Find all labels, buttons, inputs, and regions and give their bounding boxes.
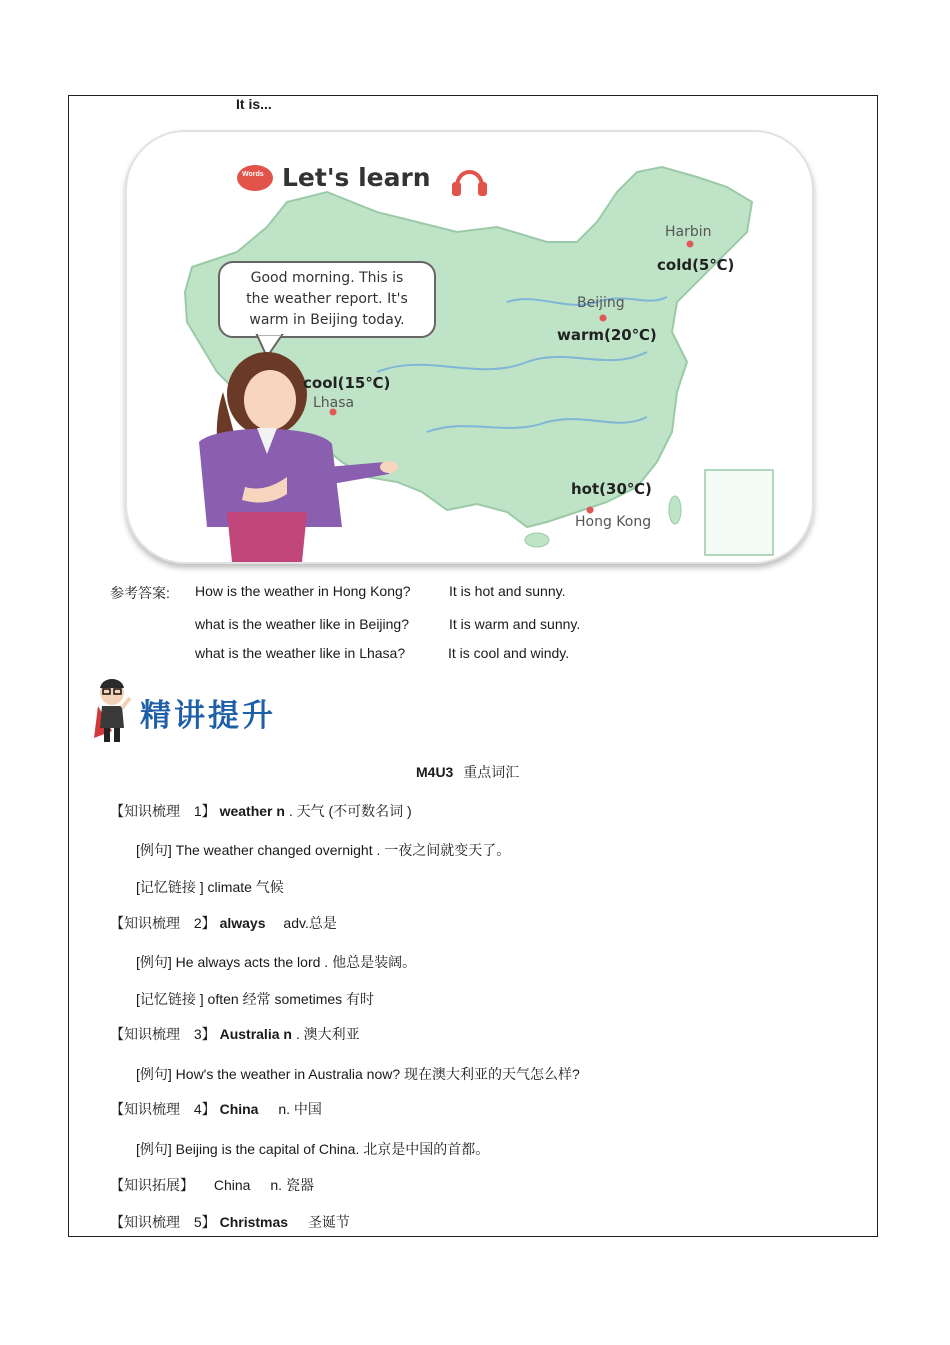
knowledge-item [110, 1212, 350, 1232]
item-meaning: . 澳大利亚 [295, 1026, 360, 1042]
beijing-dot [600, 315, 607, 322]
knowledge-item [110, 801, 412, 821]
headphone-icon [452, 172, 487, 196]
city-name-hongkong: Hong Kong [575, 514, 652, 530]
knowledge-item [110, 1024, 360, 1044]
item-number: 5】 [193, 1214, 216, 1230]
item-meaning: n. 中国 [278, 1101, 322, 1117]
answer-text: It is warm and sunny. [449, 616, 581, 632]
knowledge-item [110, 913, 337, 933]
answers-label: 参考答案: [110, 585, 170, 601]
harbin-dot [687, 241, 694, 248]
item-prefix: 【知识梳理 [110, 1101, 180, 1117]
city-weather-harbin: cold(5℃) [657, 256, 735, 274]
example-sentence: [例句] He always acts the lord . 他总是装阔。 [136, 954, 417, 970]
city-name-lhasa: Lhasa [313, 395, 355, 411]
item-word: China [213, 1177, 251, 1193]
item-meaning: n. 瓷器 [270, 1177, 314, 1193]
item-number: 2】 [193, 915, 216, 931]
bubble-line: warm in Beijing today. [249, 312, 405, 328]
vocab-title-text: 重点词汇 [463, 764, 520, 780]
item-meaning: . 天气 (不可数名词 ) [288, 803, 412, 819]
example-sentence: [例句] Beijing is the capital of China. 北京是中国的首都。 [136, 1141, 490, 1157]
section-heading: 精讲提升 [140, 698, 276, 734]
answer-question: what is the weather like in Lhasa? [195, 645, 406, 661]
item-word: China [219, 1101, 259, 1117]
item-number: 1】 [193, 803, 216, 819]
words-badge [237, 165, 273, 191]
memory-link: [记忆链接 ] often 经常 sometimes 有时 [136, 991, 375, 1007]
item-word: always [219, 915, 266, 931]
answer-text: It is hot and sunny. [449, 583, 566, 599]
words-badge-label: Words [242, 171, 264, 178]
lets-learn-title: Let's learn [282, 163, 431, 192]
answer-question: How is the weather in Hong Kong? [195, 583, 411, 599]
memory-link: [记忆链接 ] climate 气候 [136, 879, 284, 895]
city-name-beijing: Beijing [577, 295, 625, 311]
islands-inset [705, 470, 773, 555]
example-sentence: [例句] The weather changed overnight . 一夜之间就变天了。 [136, 842, 511, 858]
item-prefix: 【知识梳理 [110, 1214, 180, 1230]
item-word: Christmas [219, 1214, 289, 1230]
knowledge-extension [110, 1175, 314, 1195]
city-name-harbin: Harbin [665, 224, 712, 240]
city-weather-lhasa: cool(15℃) [303, 374, 391, 392]
item-word: Australia n [219, 1026, 292, 1042]
answer-text: It is cool and windy. [448, 645, 570, 661]
item-meaning: adv.总是 [283, 915, 337, 931]
item-number: 3】 [193, 1026, 216, 1042]
city-weather-beijing: warm(20℃) [557, 326, 657, 344]
answer-question: what is the weather like in Beijing? [195, 616, 410, 632]
item-prefix: 【知识梳理 [110, 803, 180, 819]
vocab-title [416, 762, 519, 782]
top-text: It is... [236, 96, 272, 112]
item-word: weather n [219, 803, 285, 819]
example-sentence: [例句] How's the weather in Australia now? 现在澳大利亚的天气怎么样? [136, 1066, 580, 1082]
bubble-line: the weather report. It's [246, 291, 408, 307]
knowledge-item [110, 1099, 322, 1119]
hongkong-dot [587, 507, 594, 514]
vocab-code: M4U3 [416, 764, 454, 780]
lets-learn-illustration [125, 130, 814, 564]
city-weather-hongkong: hot(30℃) [571, 480, 652, 498]
cartoon-teacher-icon [92, 676, 134, 746]
bubble-line: Good morning. This is [250, 270, 404, 286]
item-number: 4】 [193, 1101, 216, 1117]
item-prefix: 【知识梳理 [110, 915, 180, 931]
item-prefix: 【知识梳理 [110, 1026, 180, 1042]
china-map [127, 132, 812, 562]
item-meaning: 圣诞节 [307, 1214, 350, 1230]
item-prefix: 【知识拓展】 [110, 1177, 194, 1193]
speech-bubble-text [223, 268, 431, 331]
